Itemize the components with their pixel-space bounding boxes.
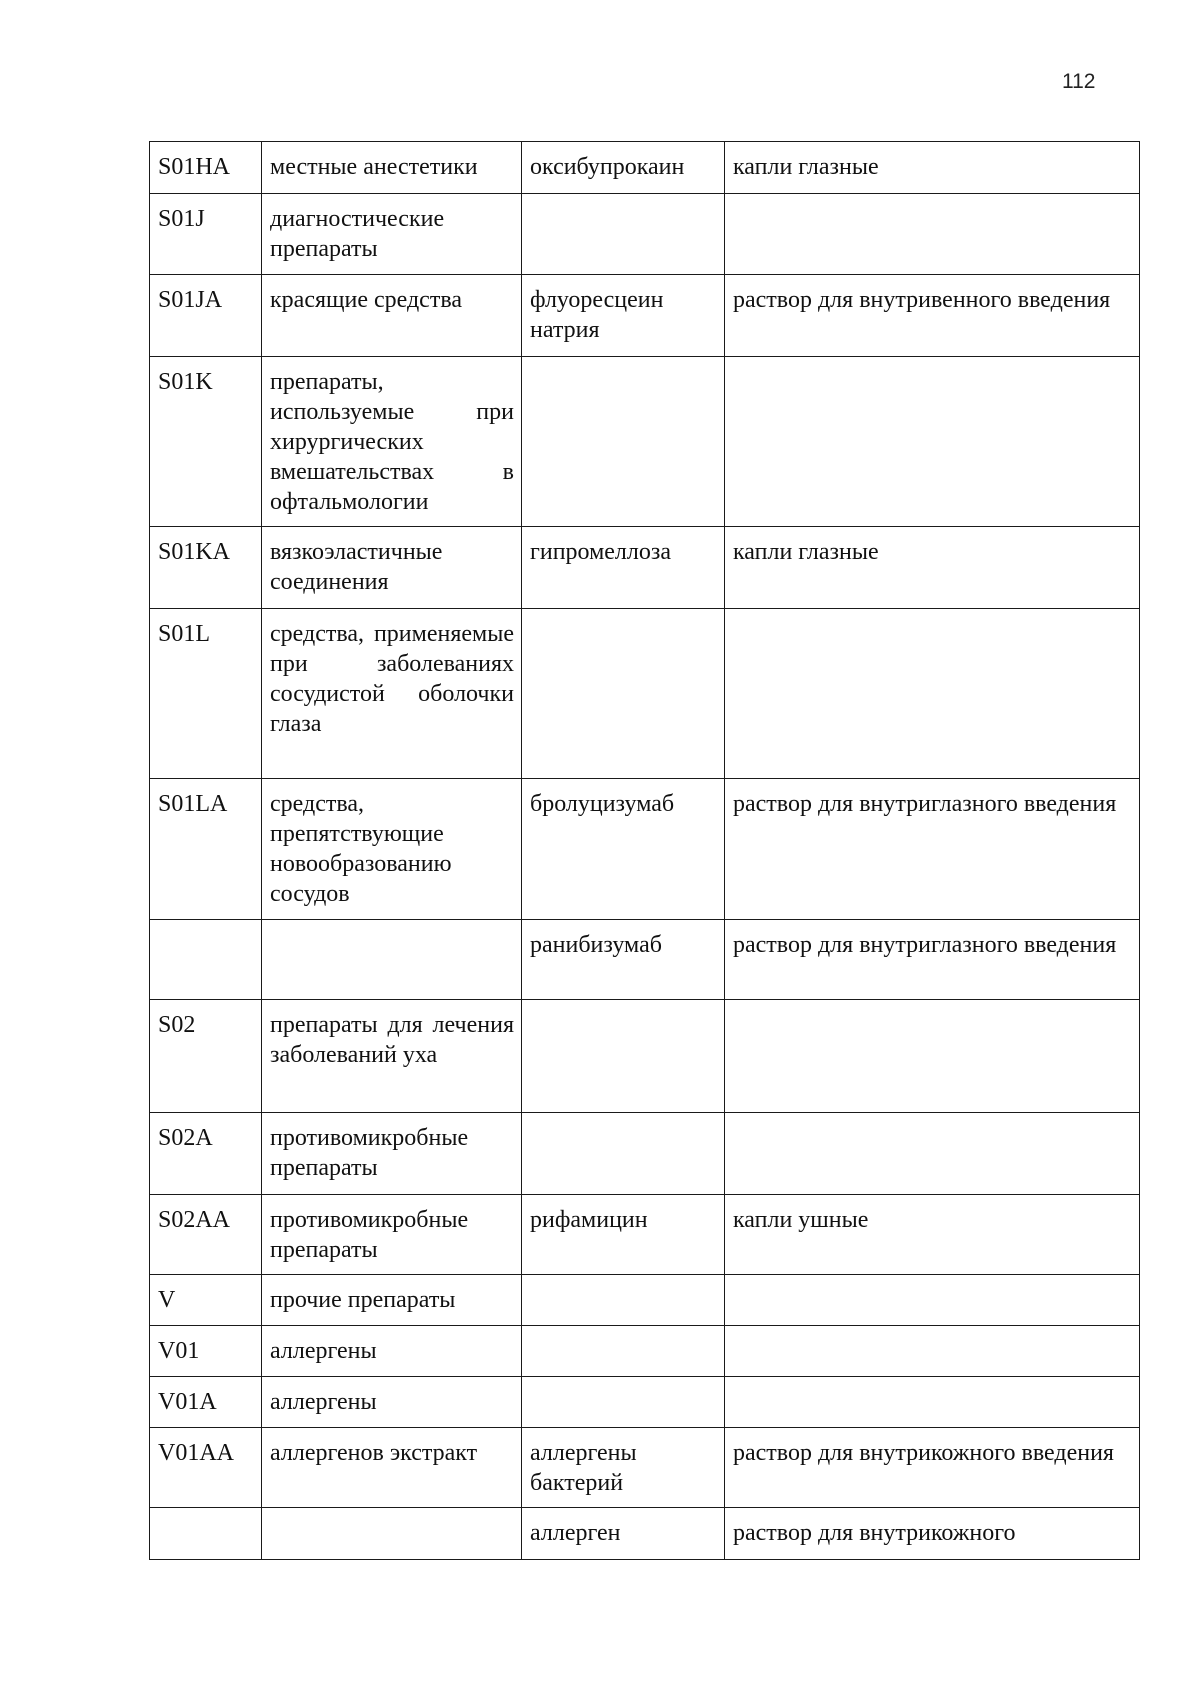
inn-cell: [522, 1113, 725, 1195]
group-cell: [262, 920, 522, 1000]
table-row: [150, 357, 1140, 527]
inn-cell: [522, 1377, 725, 1428]
inn-cell: гипромеллоза: [522, 527, 725, 609]
group-cell: противомикробные препараты: [262, 1195, 522, 1275]
atc-code-cell: S02A: [150, 1113, 262, 1195]
inn-cell: [522, 1275, 725, 1326]
table-row: [150, 920, 1140, 1000]
inn-cell: оксибупрокаин: [522, 142, 725, 194]
dosage-form-cell: капли глазные: [725, 142, 1140, 194]
dosage-form-cell: капли ушные: [725, 1195, 1140, 1275]
table-row: [150, 1326, 1140, 1377]
atc-code-cell: V01A: [150, 1377, 262, 1428]
table-row: [150, 609, 1140, 779]
dosage-form-cell: [725, 609, 1140, 779]
page-number: 112: [1062, 70, 1096, 93]
group-cell: аллергенов экстракт: [262, 1428, 522, 1508]
table-row: [150, 1195, 1140, 1275]
atc-code-cell: S01JA: [150, 275, 262, 357]
group-cell: красящие средства: [262, 275, 522, 357]
group-cell: средства, применяемые при заболеваниях сосудистой оболочки глаза: [262, 609, 522, 779]
group-cell: аллергены: [262, 1377, 522, 1428]
atc-code-cell: V01: [150, 1326, 262, 1377]
atc-code-cell: S01L: [150, 609, 262, 779]
atc-code-cell: S01KA: [150, 527, 262, 609]
inn-cell: [522, 357, 725, 527]
inn-cell: [522, 1000, 725, 1113]
inn-cell: [522, 1326, 725, 1377]
group-cell: прочие препараты: [262, 1275, 522, 1326]
atc-code-cell: S01J: [150, 194, 262, 275]
dosage-form-cell: [725, 1000, 1140, 1113]
inn-cell: флуоресцеин натрия: [522, 275, 725, 357]
dosage-form-cell: раствор для внутрикожного: [725, 1508, 1140, 1560]
inn-cell: рифамицин: [522, 1195, 725, 1275]
table-row: [150, 1377, 1140, 1428]
atc-code-cell: [150, 1508, 262, 1560]
group-cell: [262, 1508, 522, 1560]
atc-code-cell: [150, 920, 262, 1000]
dosage-form-cell: раствор для внутриглазного введения: [725, 920, 1140, 1000]
atc-code-cell: V01AA: [150, 1428, 262, 1508]
table-row: [150, 1508, 1140, 1560]
table-row: [150, 194, 1140, 275]
dosage-form-cell: [725, 1326, 1140, 1377]
atc-code-cell: S01LA: [150, 779, 262, 920]
dosage-form-cell: [725, 1377, 1140, 1428]
table-row: [150, 142, 1140, 194]
group-cell: диагностические препараты: [262, 194, 522, 275]
dosage-form-cell: [725, 1275, 1140, 1326]
table-row: [150, 1000, 1140, 1113]
dosage-form-cell: капли глазные: [725, 527, 1140, 609]
inn-cell: [522, 609, 725, 779]
table-row: [150, 275, 1140, 357]
dosage-form-cell: раствор для внутривенного введения: [725, 275, 1140, 357]
table-row: [150, 1113, 1140, 1195]
dosage-form-cell: [725, 194, 1140, 275]
table-row: [150, 1428, 1140, 1508]
group-cell: аллергены: [262, 1326, 522, 1377]
inn-cell: бролуцизумаб: [522, 779, 725, 920]
table-row: [150, 527, 1140, 609]
group-cell: местные анестетики: [262, 142, 522, 194]
atc-code-cell: S02: [150, 1000, 262, 1113]
dosage-form-cell: [725, 357, 1140, 527]
atc-code-cell: S01K: [150, 357, 262, 527]
atc-code-cell: S02AA: [150, 1195, 262, 1275]
dosage-form-cell: [725, 1113, 1140, 1195]
atc-code-cell: S01HA: [150, 142, 262, 194]
dosage-form-cell: раствор для внутрикожного введения: [725, 1428, 1140, 1508]
group-cell: препараты для лечения заболеваний уха: [262, 1000, 522, 1113]
atc-code-cell: V: [150, 1275, 262, 1326]
inn-cell: [522, 194, 725, 275]
table-row: [150, 1275, 1140, 1326]
table-row: [150, 779, 1140, 920]
group-cell: препараты, используемые при хирургических вмешательствах в офтальмологии: [262, 357, 522, 527]
drug-table: [149, 141, 1140, 1560]
group-cell: противомикробные препараты: [262, 1113, 522, 1195]
dosage-form-cell: раствор для внутриглазного введения: [725, 779, 1140, 920]
inn-cell: аллерген: [522, 1508, 725, 1560]
group-cell: вязкоэластичные соединения: [262, 527, 522, 609]
inn-cell: аллергены бактерий: [522, 1428, 725, 1508]
group-cell: средства, препятствующие новообразованию сосудов: [262, 779, 522, 920]
inn-cell: ранибизумаб: [522, 920, 725, 1000]
